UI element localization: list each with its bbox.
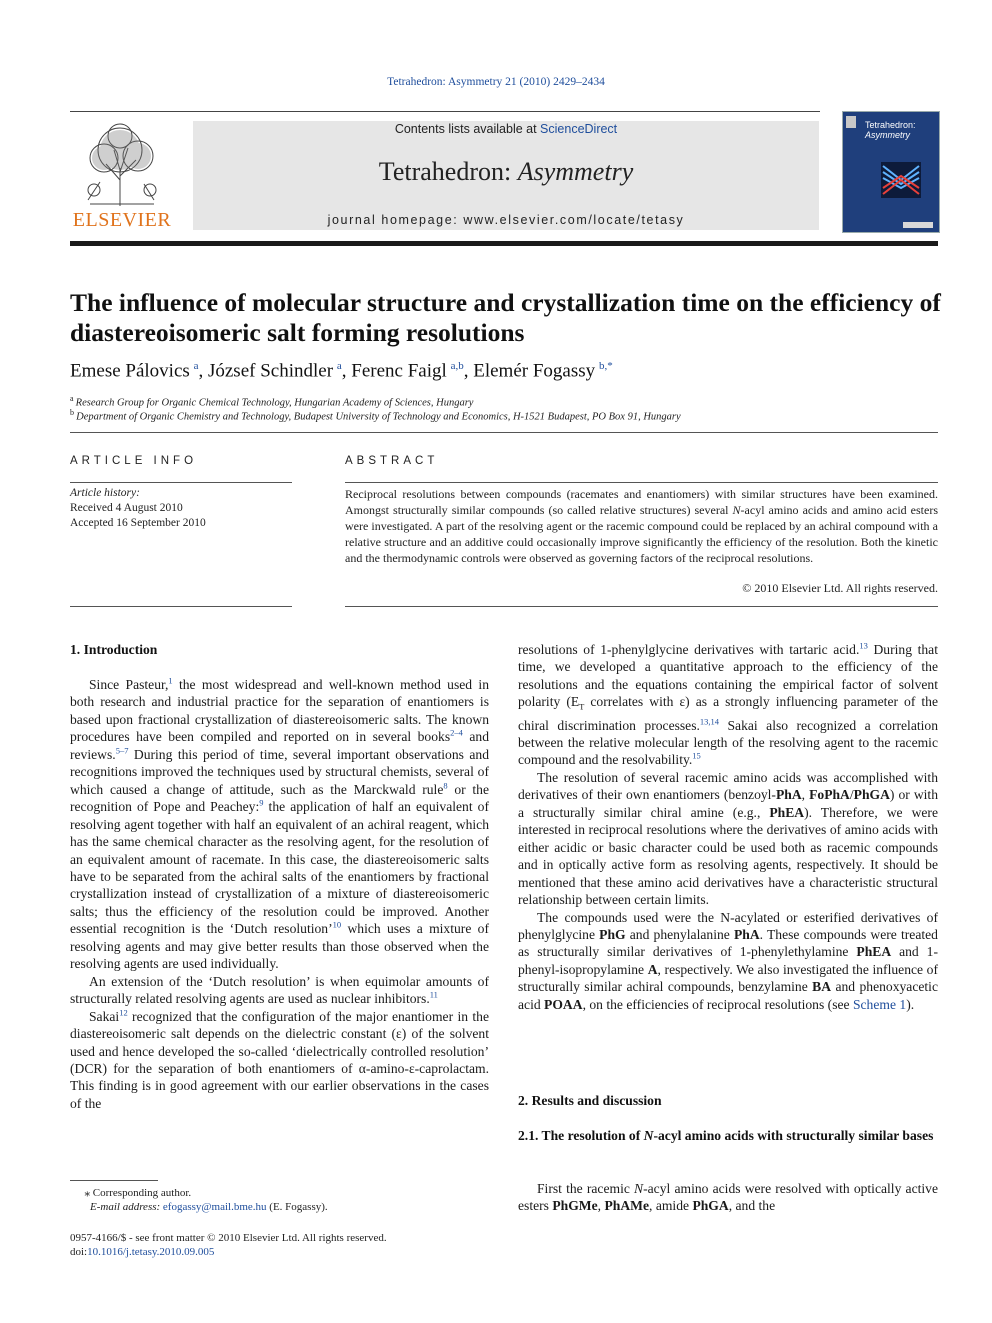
- footnote-rule: [70, 1180, 158, 1181]
- elsevier-logo[interactable]: [70, 120, 174, 232]
- abstract-bottom-rule: [345, 606, 938, 607]
- author-affiliation-mark[interactable]: a,b: [450, 360, 464, 372]
- sciencedirect-link[interactable]: ScienceDirect: [540, 122, 618, 136]
- contents-line: Contents lists available at ScienceDirect: [394, 122, 618, 136]
- journal-cover-image[interactable]: [842, 111, 940, 233]
- intro-paragraph-3: Sakai$^{12}$ recognized that the configuration of the major enantiomer in the diastereoisomeric salt depends on the dielectric constant (ε) of the solvent used and hence developed the so-called ‘dielectrically controlled resolution’ (DCR) for the separation of both enantiomers of α-amino-ε-caprolactam. This finding is in good agreement with our earlier observations in the cases of the: [70, 1007, 489, 1111]
- doi-line: doi:10.1016/j.tetasy.2010.09.005: [70, 1246, 215, 1258]
- header-thick-rule: [70, 241, 938, 246]
- right-column-body: [518, 641, 938, 1013]
- article-info-heading: ARTICLE INFO: [70, 455, 198, 467]
- abstract-rule: [345, 482, 938, 483]
- intro-paragraph-2: An extension of the ‘Dutch resolution’ is when equimolar amounts of structurally related resolving agents are used as nuclear inhibitors.$^{11}$: [70, 973, 489, 1007]
- journal-homepage[interactable]: journal homepage: www.elsevier.com/locate/tetasy: [327, 213, 685, 227]
- citation-ref[interactable]: 1: [168, 675, 173, 686]
- cover-publisher-icon: [903, 222, 933, 228]
- history-label: Article history:: [70, 487, 140, 499]
- intro-paragraph-1: Since Pasteur,$^1$ the most widespread and well-known method used in both research and industrial practice for the separation of enantiomers is based upon fractional crystallization of diastereoisomeric salts. The known procedures have been compiled and reported on in several books$^{2-4}$ and reviews.$^{5-7}$ During this period of time, several important observations and recognitions improved the techniques used by structural chemists, several of which caused a change of attitude, such as the Marckwald rule$^8$ or the recognition of Pope and Peachey:$^9$ the application of half an equivalent of resolving agent together with half an equivalent of an achiral reagent, which has the same chemical character as the resolving agent, for the resolution of an equivalent amount of racemate. In this case, the diastereoisomeric salts have to be separated from the achiral salts of the enantiomers by fractional crystallization instead of crystallization of a mixture of diastereoisomeric salts; thus the efficiency of the resolution could be improved. Another essential recognition is the ‘Dutch resolution’$^{10}$ which uses a mixture of resolving agents and may give better results than those observed when the resolving agents are used individually.: [70, 675, 490, 972]
- article-info-bottom-rule: [70, 606, 292, 607]
- author-affiliation-mark[interactable]: a: [193, 360, 199, 372]
- citation-ref[interactable]: 13: [859, 640, 868, 651]
- elsevier-tree-icon: [70, 120, 174, 208]
- section-heading-results: 2. Results and discussion: [518, 1093, 662, 1108]
- resolution-paragraph: The resolution of several racemic amino acids was accomplished with derivatives of their own enantiomers (benzoyl-PhA, FoPhA/PhGA) or with a structurally similar chiral amine (e.g., PhEA). Therefore, we were interested in reciprocal resolutions where the derivatives of amino acids with either acidic or basic character could be used both as racemic compounds and in optically active form as resolving agents, respectively. It should be mentioned that these amino acid derivatives have a characteristic structural relationship between certain limits.: [518, 769, 939, 908]
- author-name[interactable]: Emese Pálovics: [70, 360, 190, 382]
- journal-name: Tetrahedron: Asymmetry: [378, 157, 634, 186]
- corresponding-author-note: ⁎ Corresponding author.: [84, 1187, 192, 1199]
- citation-ref[interactable]: 5–7: [115, 745, 129, 756]
- scheme-1-link[interactable]: Scheme 1: [852, 996, 907, 1012]
- elsevier-wordmark: ELSEVIER: [72, 209, 172, 231]
- left-column-body: [70, 676, 489, 1112]
- author-name[interactable]: Ferenc Faigl: [351, 360, 447, 382]
- citation-ref[interactable]: 8: [443, 780, 448, 791]
- affiliation-b: $^b$ Department of Organic Chemistry and Technology, Budapest University of Technology and Economics, H-1521 Budapest, PO Box 91, Hungary: [70, 408, 681, 423]
- abstract-text: Reciprocal resolutions between compounds (racemates and enantiomers) with similar structures have been examined. Amongst structurally similar compounds (so called relative structures) several N-acyl amino acids and amino acid esters were investigated. A part of the resolving agent or the racemic compound could be replaced by an achiral compound with a relative structure and an additive could occasionally improve significantly the efficiency of the resolution. Both the kinetic and the thermodynamic controls were observed as governing factors of the reciprocal resolutions.: [345, 487, 939, 565]
- issn-line: 0957-4166/$ - see front matter © 2010 Elsevier Ltd. All rights reserved.: [70, 1232, 387, 1244]
- continued-paragraph: resolutions of 1-phenylglycine derivatives with tartaric acid.$^{13}$ During that time, we developed a quantitative approach to the efficiency of the resolutions and the equations containing the empirical factor of solvent polarity ($E_T$ correlates with ε) as a strongly influencing parameter of the chiral discrimination processes.$^{13,14}$ Sakai also recognized a correlation between the relative molecular length of the resolving agent to the racemic compound and the resolvability.$^{15}$: [518, 640, 939, 768]
- received-date: Received 4 August 2010: [70, 502, 183, 514]
- section-heading-introduction: 1. Introduction: [70, 642, 158, 657]
- author-name[interactable]: Elemér Fogassy: [473, 360, 596, 382]
- citation-ref[interactable]: 13,14: [699, 716, 720, 726]
- author-affiliation-mark[interactable]: b,*: [598, 360, 613, 372]
- citation-ref[interactable]: 9: [259, 797, 264, 808]
- article-title: The influence of molecular structure and crystallization time on the efficiency of diastereoisomeric salt forming resolutions: [70, 288, 941, 347]
- citation-ref[interactable]: 12: [119, 1007, 128, 1018]
- author-name[interactable]: József Schindler: [207, 360, 334, 382]
- subsection-heading-2-1: 2.1. The resolution of N-acyl amino acids with structurally similar bases: [518, 1128, 934, 1143]
- citation-ref[interactable]: 2–4: [450, 727, 463, 738]
- author-affiliation-mark[interactable]: a: [336, 360, 342, 372]
- article-info-rule: [70, 482, 292, 483]
- citation-ref[interactable]: 11: [429, 989, 438, 1000]
- journal-citation[interactable]: Tetrahedron: Asymmetry 21 (2010) 2429–2434: [387, 76, 605, 88]
- affiliation-rule: [70, 432, 938, 433]
- affiliation-a: $^a$ Research Group for Organic Chemical Technology, Hungarian Academy of Sciences, Hungary: [70, 394, 474, 409]
- journal-banner: [193, 121, 819, 230]
- doi-link[interactable]: 10.1016/j.tetasy.2010.09.005: [87, 1246, 215, 1258]
- citation-ref[interactable]: 15: [692, 750, 701, 761]
- abstract-heading: ABSTRACT: [345, 455, 439, 467]
- abstract-copyright: © 2010 Elsevier Ltd. All rights reserved.: [742, 581, 938, 595]
- email-note: E-mail address: efogassy@mail.bme.hu (E. Fogassy).: [90, 1201, 328, 1213]
- compounds-paragraph: The compounds used were the N-acylated or esterified derivatives of phenylglycine PhG and phenylalanine PhA. These compounds were treated as structurally similar derivatives of 1-phenylethylamine PhEA and 1-phenyl-isopropylamine A, respectively. We also investigated the influence of structurally similar achiral compounds, benzylamine BA and phenoxyacetic acid POAA, on the efficiencies of reciprocal resolutions (see Scheme 1).: [518, 909, 938, 1012]
- cover-logo-icon: [846, 116, 856, 128]
- results-body: [518, 1180, 938, 1215]
- author-list: Emese Pálovics $^a$, József Schindler $^a$, Ferenc Faigl $^{a,b}$, Elemér Fogassy $^{b,*}$: [70, 360, 613, 382]
- cover-title: Tetrahedron: Asymmetry: [865, 120, 916, 140]
- header-top-rule: [70, 111, 820, 112]
- cover-art-icon: [881, 162, 921, 198]
- article-history: [70, 486, 292, 531]
- results-paragraph-1: First the racemic N-acyl amino acids were resolved with optically active esters PhGMe, PhAMe, amide PhGA, and the: [518, 1181, 938, 1214]
- accepted-date: Accepted 16 September 2010: [70, 517, 206, 529]
- author-email-link[interactable]: efogassy@mail.bme.hu: [162, 1201, 267, 1213]
- citation-ref[interactable]: 10: [332, 919, 342, 930]
